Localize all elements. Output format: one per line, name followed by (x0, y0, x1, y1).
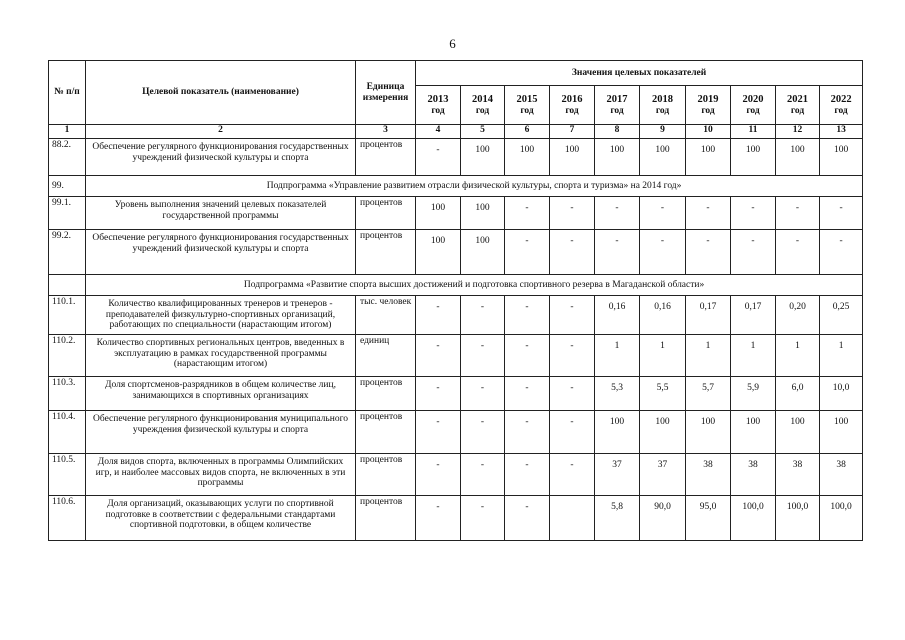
indicator-name: Количество квалифицированных тренеров и тренеров - преподавателей физкультурно-спортивных организаций, работающих по специальности (нарастающим итогом) (86, 296, 356, 335)
value-2019: 100 (686, 411, 731, 454)
column-number: 8 (595, 125, 640, 139)
row-number: 110.1. (49, 296, 86, 335)
value-2016: - (550, 411, 595, 454)
value-2017: 5,8 (595, 496, 640, 541)
unit-of-measure: процентов (356, 411, 416, 454)
value-2015: - (505, 377, 550, 411)
column-number: 2 (86, 125, 356, 139)
value-2017: 5,3 (595, 377, 640, 411)
row-number: 110.3. (49, 377, 86, 411)
row-number: 110.2. (49, 335, 86, 377)
column-number: 12 (776, 125, 820, 139)
value-2017: 0,16 (595, 296, 640, 335)
value-2022: - (820, 197, 863, 230)
value-2017: - (595, 197, 640, 230)
value-2013: - (416, 139, 461, 176)
column-number: 4 (416, 125, 461, 139)
table-row (49, 230, 863, 275)
header-year-value: 2014 (472, 93, 493, 105)
value-2015: - (505, 411, 550, 454)
value-2018: 90,0 (640, 496, 686, 541)
value-2022: 1 (820, 335, 863, 377)
unit-of-measure: процентов (356, 377, 416, 411)
value-2021: 6,0 (776, 377, 820, 411)
table-row (49, 139, 863, 176)
value-2022: 100 (820, 139, 863, 176)
column-number: 1 (49, 125, 86, 139)
value-2014: 100 (461, 197, 505, 230)
header-year-suffix: год (790, 105, 805, 116)
value-2019: 1 (686, 335, 731, 377)
value-2013: - (416, 377, 461, 411)
value-2020: 0,17 (731, 296, 776, 335)
value-2019: 0,17 (686, 296, 731, 335)
indicator-name: Доля видов спорта, включенных в программы Олимпийских игр, и наиболее массовых видов спорта, не включенных в эти программы (86, 454, 356, 496)
header-year-suffix: год (520, 105, 534, 116)
header-year-suffix: год (655, 105, 670, 116)
value-2014: - (461, 411, 505, 454)
header-year-value: 2019 (697, 93, 719, 105)
unit-of-measure: процентов (356, 230, 416, 275)
header-row-1 (49, 61, 863, 86)
column-numbers-row (49, 125, 863, 139)
header-year-value: 2021 (787, 93, 808, 105)
row-number: 99. (49, 176, 86, 197)
value-2021: 38 (776, 454, 820, 496)
column-number: 10 (686, 125, 731, 139)
value-2022: 38 (820, 454, 863, 496)
value-2020: 5,9 (731, 377, 776, 411)
header-year-value: 2022 (830, 93, 852, 105)
header-num: № п/п (49, 61, 86, 125)
row-number (49, 275, 86, 296)
column-number: 5 (461, 125, 505, 139)
value-2020: 38 (731, 454, 776, 496)
header-year-suffix: год (475, 105, 490, 116)
indicator-name: Доля организаций, оказывающих услуги по спортивной подготовке в соответствии с федеральными стандартами спортивной подготовки, в общем количестве (86, 496, 356, 541)
value-2019: - (686, 197, 731, 230)
subprogram-title: Подпрограмма «Управление развитием отрасли физической культуры, спорта и туризма» на 2014 год» (86, 176, 863, 197)
header-year-suffix: год (565, 105, 579, 116)
subprogram-title: Подпрограмма «Развитие спорта высших достижений и подготовка спортивного резерва в Магаданской области» (86, 275, 863, 296)
value-2020: 1 (731, 335, 776, 377)
value-2016 (550, 496, 595, 541)
value-2013: 100 (416, 197, 461, 230)
header-year-2017 (595, 86, 640, 125)
value-2019: 5,7 (686, 377, 731, 411)
target-indicators-table (48, 60, 863, 541)
header-year-value: 2015 (516, 93, 538, 105)
value-2013: - (416, 454, 461, 496)
unit-of-measure: процентов (356, 454, 416, 496)
value-2018: - (640, 197, 686, 230)
header-year-2022 (820, 86, 863, 125)
column-number: 9 (640, 125, 686, 139)
value-2022: - (820, 230, 863, 275)
value-2019: 38 (686, 454, 731, 496)
indicator-name: Количество спортивных региональных центров, введенных в эксплуатацию в рамках государственной программы (нарастающим итогом) (86, 335, 356, 377)
header-year-suffix: год (746, 105, 760, 116)
column-number: 13 (820, 125, 863, 139)
row-number: 110.6. (49, 496, 86, 541)
value-2021: 100 (776, 411, 820, 454)
subprogram-row (49, 275, 863, 296)
header-year-suffix: год (610, 105, 624, 116)
value-2015: - (505, 296, 550, 335)
value-2014: - (461, 454, 505, 496)
header-year-2020 (731, 86, 776, 125)
row-number: 99.2. (49, 230, 86, 275)
value-2016: - (550, 197, 595, 230)
header-year-suffix: год (431, 105, 445, 116)
value-2013: - (416, 335, 461, 377)
value-2014: 100 (461, 139, 505, 176)
header-year-2021 (776, 86, 820, 125)
indicator-name: Доля спортсменов-разрядников в общем количестве лиц, занимающихся в спортивных организациях (86, 377, 356, 411)
value-2016: - (550, 230, 595, 275)
value-2014: - (461, 377, 505, 411)
value-2020: - (731, 230, 776, 275)
table-row (49, 411, 863, 454)
page-number: 6 (449, 36, 456, 51)
unit-of-measure: процентов (356, 496, 416, 541)
value-2014: - (461, 296, 505, 335)
value-2016: 100 (550, 139, 595, 176)
header-year-2016 (550, 86, 595, 125)
header-year-2013 (416, 86, 461, 125)
value-2017: - (595, 230, 640, 275)
header-year-value: 2018 (652, 93, 673, 105)
value-2019: - (686, 230, 731, 275)
value-2015: - (505, 335, 550, 377)
value-2022: 100 (820, 411, 863, 454)
value-2021: - (776, 197, 820, 230)
value-2014: - (461, 335, 505, 377)
value-2021: 100 (776, 139, 820, 176)
header-indicator: Целевой показатель (наименование) (86, 61, 356, 125)
value-2016: - (550, 335, 595, 377)
table-row (49, 197, 863, 230)
header-year-suffix: год (834, 105, 848, 116)
value-2016: - (550, 296, 595, 335)
header-year-value: 2013 (427, 93, 449, 105)
value-2016: - (550, 377, 595, 411)
value-2018: 100 (640, 411, 686, 454)
value-2014: - (461, 496, 505, 541)
header-year-value: 2017 (606, 93, 628, 105)
value-2013: - (416, 496, 461, 541)
header-unit: Единица измерения (356, 61, 416, 125)
header-year-suffix: год (701, 105, 715, 116)
indicator-name: Обеспечение регулярного функционирования муниципального учреждения физической культуры и спорта (86, 411, 356, 454)
table-row (49, 454, 863, 496)
row-number: 99.1. (49, 197, 86, 230)
value-2018: 37 (640, 454, 686, 496)
value-2021: 1 (776, 335, 820, 377)
value-2015: - (505, 496, 550, 541)
unit-of-measure: процентов (356, 197, 416, 230)
value-2017: 100 (595, 139, 640, 176)
value-2017: 100 (595, 411, 640, 454)
row-number: 110.4. (49, 411, 86, 454)
unit-of-measure: процентов (356, 139, 416, 176)
value-2013: - (416, 296, 461, 335)
indicator-name: Обеспечение регулярного функционирования государственных учреждений физической культуры и спорта (86, 139, 356, 176)
indicator-name: Обеспечение регулярного функционирования государственных учреждений физической культуры и спорта (86, 230, 356, 275)
value-2017: 1 (595, 335, 640, 377)
value-2020: 100 (731, 411, 776, 454)
value-2017: 37 (595, 454, 640, 496)
value-2019: 95,0 (686, 496, 731, 541)
value-2013: - (416, 411, 461, 454)
value-2020: 100,0 (731, 496, 776, 541)
header-values: Значения целевых показателей (416, 61, 863, 86)
column-number: 6 (505, 125, 550, 139)
indicator-name: Уровень выполнения значений целевых показателей государственной программы (86, 197, 356, 230)
header-year-2015 (505, 86, 550, 125)
table-row (49, 335, 863, 377)
value-2022: 100,0 (820, 496, 863, 541)
value-2015: - (505, 197, 550, 230)
value-2016: - (550, 454, 595, 496)
value-2018: 5,5 (640, 377, 686, 411)
value-2019: 100 (686, 139, 731, 176)
header-year-2018 (640, 86, 686, 125)
value-2018: 100 (640, 139, 686, 176)
table-row (49, 296, 863, 335)
subprogram-row (49, 176, 863, 197)
value-2018: 0,16 (640, 296, 686, 335)
value-2021: - (776, 230, 820, 275)
value-2020: - (731, 197, 776, 230)
value-2021: 0,20 (776, 296, 820, 335)
column-number: 3 (356, 125, 416, 139)
value-2022: 0,25 (820, 296, 863, 335)
column-number: 11 (731, 125, 776, 139)
value-2020: 100 (731, 139, 776, 176)
header-year-2019 (686, 86, 731, 125)
value-2015: - (505, 230, 550, 275)
header-year-value: 2016 (561, 93, 583, 105)
value-2018: - (640, 230, 686, 275)
column-number: 7 (550, 125, 595, 139)
header-year-value: 2020 (742, 93, 764, 105)
row-number: 88.2. (49, 139, 86, 176)
value-2022: 10,0 (820, 377, 863, 411)
row-number: 110.5. (49, 454, 86, 496)
value-2018: 1 (640, 335, 686, 377)
unit-of-measure: единиц (356, 335, 416, 377)
value-2013: 100 (416, 230, 461, 275)
table-row (49, 496, 863, 541)
header-year-2014 (461, 86, 505, 125)
value-2015: - (505, 454, 550, 496)
value-2021: 100,0 (776, 496, 820, 541)
value-2015: 100 (505, 139, 550, 176)
unit-of-measure: тыс. человек (356, 296, 416, 335)
table-row (49, 377, 863, 411)
value-2014: 100 (461, 230, 505, 275)
